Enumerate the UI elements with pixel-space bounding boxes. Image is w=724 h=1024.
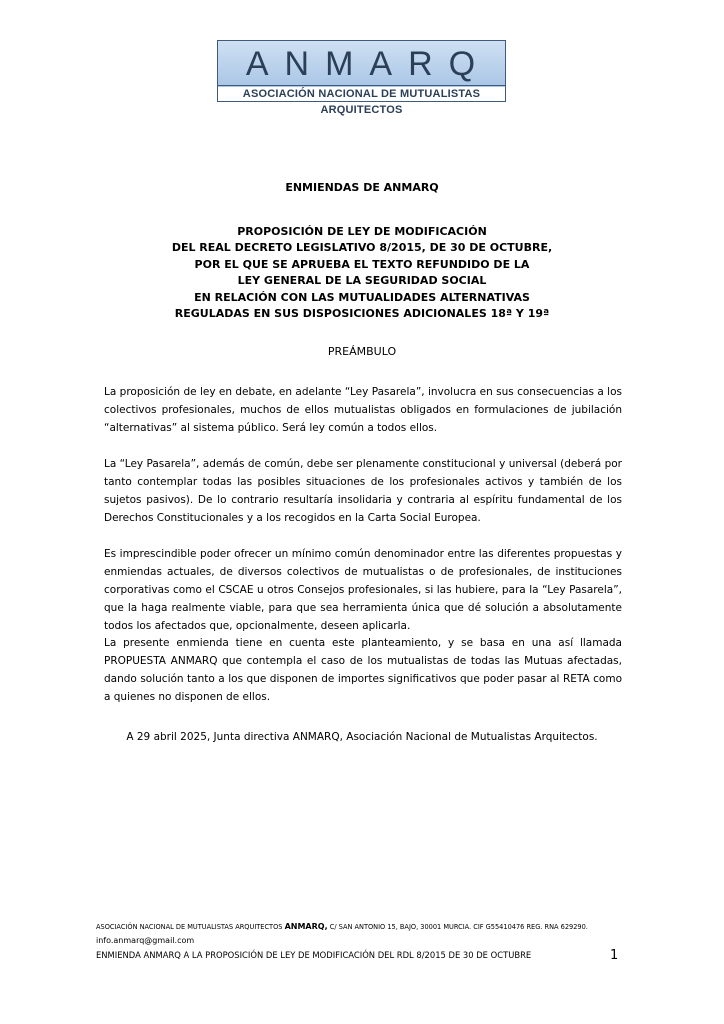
document-heading: ENMIENDAS DE ANMARQ	[285, 181, 439, 194]
paragraph-2: La “Ley Pasarela”, además de común, debe ser plenamente constitucional y universal (deberá por tanto contemplar todas las posibles situaciones de los profesionales activos y también de los sujetos pasivos). De lo contrario resultaría insolidaria y contraria al espíritu fundamental de los Derechos Constitucionales y a los recogidos en la Carta Social Europea.	[104, 458, 622, 524]
preamble-heading: PREÁMBULO	[327, 345, 397, 358]
footer-address	[96, 922, 588, 931]
anmarq-logo	[217, 40, 506, 116]
title-line: EN RELACIÓN CON LAS MUTUALIDADES ALTERNATIVAS	[194, 290, 530, 304]
title-line: REGULADAS EN SUS DISPOSICIONES ADICIONALES 18ª Y 19ª	[174, 307, 550, 321]
footer-org: ASOCIACIÓN NACIONAL DE MUTUALISTAS ARQUITECTOS	[96, 923, 283, 931]
paragraph-1: La proposición de ley en debate, en adelante “Ley Pasarela”, involucra en sus consecuencias a los colectivos profesionales, muchos de ellos mutualistas obligados en formulaciones de jubilación “alternativas” al sistema público. Será ley común a todos ellos.	[104, 386, 622, 434]
title-line: LEY GENERAL DE LA SEGURIDAD SOCIAL	[237, 274, 487, 288]
paragraph-3: Es imprescindible poder ofrecer un mínimo común denominador entre las diferentes propuestas y enmiendas actuales, de diversos colectivos de mutualistas o de profesionales, de instituciones corporativas como el CSCAE u otros Consejos profesionales, si las hubiere, para la “Ley Pasarela”, que la haga realmente viable, para que sea herramienta única que dé solución a absolutamente todos los afectados que, opcionalmente, deseen aplicarla.	[104, 548, 622, 632]
title-line: DEL REAL DECRETO LEGISLATIVO 8/2015, DE 30 DE OCTUBRE,	[171, 241, 553, 255]
title-line: POR EL QUE SE APRUEBA EL TEXTO REFUNDIDO DE LA	[194, 257, 530, 271]
footer-email[interactable]: info.anmarq@gmail.com	[96, 936, 195, 945]
signoff: A 29 abril 2025, Junta directiva ANMARQ, Asociación Nacional de Mutualistas Arquitectos.	[126, 731, 598, 743]
paragraph-4: La presente enmienda tiene en cuenta este planteamiento, y se basa en una así llamada PROPUESTA ANMARQ que contempla el caso de los mutualistas de todas las Mutuas afectadas, dando solución tanto a los que disponen de importes significativos que poder pasar al RETA como a quienes no disponen de ellos.	[104, 637, 622, 703]
proposal-title	[0, 224, 724, 322]
title-line: PROPOSICIÓN DE LEY DE MODIFICACIÓN	[237, 225, 487, 238]
footer-brand: ANMARQ,	[284, 922, 328, 931]
page-number: 1	[610, 948, 619, 963]
logo-wordmark: ANMARQ	[245, 45, 492, 83]
logo-subtitle: ASOCIACIÓN NACIONAL DE MUTUALISTAS ARQUITECTOS	[218, 85, 505, 102]
footer-street: C/ SAN ANTONIO 15, BAJO, 30001 MURCIA. CIF G55410476 REG. RNA 629290.	[329, 923, 588, 931]
footer-doc-title: ENMIENDA ANMARQ A LA PROPOSICIÓN DE LEY DE MODIFICACIÓN DEL RDL 8/2015 DE 30 DE OCTUBRE	[96, 950, 532, 960]
